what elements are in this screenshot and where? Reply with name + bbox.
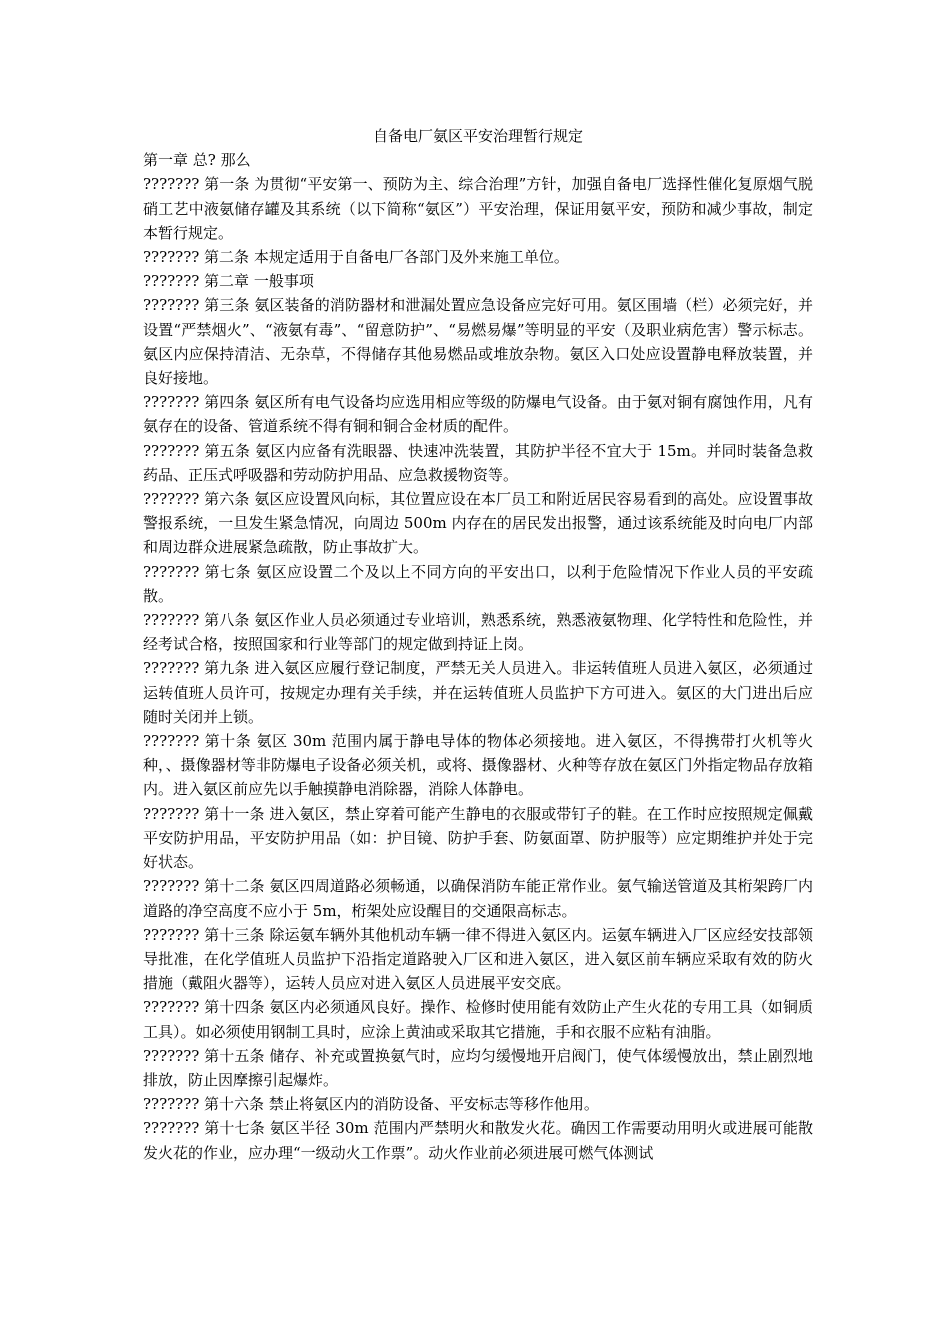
article-14: ??????? 第十四条 氨区内必须通风良好。操作、检修时使用能有效防止产生火花的专用工具（如铜质工具）。如必须使用钢制工具时，应涂上黄油或采取其它措施，手和衣服不应粘有油脂。 xyxy=(143,998,813,1041)
article-4: ??????? 第四条 氨区所有电气设备均应选用相应等级的防爆电气设备。由于氨对铜有腐蚀作用，凡有氨存在的设备、管道系统不得有铜和铜合金材质的配件。 xyxy=(143,393,813,436)
article-9: ??????? 第九条 进入氨区应履行登记制度，严禁无关人员进入。非运转值班人员进入氨区，必须通过运转值班人员许可，按规定办理有关手续，并在运转值班人员监护下方可进入。氨区的大门进出后应随时关闭并上锁。 xyxy=(143,659,813,726)
article-1: ??????? 第一条 为贯彻“平安第一、预防为主、综合治理”方针，加强自备电厂选择性催化复原烟气脱硝工艺中液氨储存罐及其系统（以下简称“氨区”）平安治理，保证用氨平安，预防和减少事故，制定本暂行规定。 xyxy=(143,175,813,242)
article-5: ??????? 第五条 氨区内应备有洗眼器、快速冲洗装置，其防护半径不宜大于 15m。并同时装备急救药品、正压式呼吸器和劳动防护用品、应急救援物资等。 xyxy=(143,441,813,484)
article-3: ??????? 第三条 氨区装备的消防器材和泄漏处置应急设备应完好可用。氨区围墙（栏）必须完好，并设置“严禁烟火”、“液氨有毒”、“留意防护”、“易燃易爆”等明显的平安（及职业病危害）警示标志。氨区内应保持清洁、无杂草，不得储存其他易燃品或堆放杂物。氨区入口处应设置静电释放装置，并良好接地。 xyxy=(143,296,813,388)
article-11: ??????? 第十一条 进入氨区，禁止穿着可能产生静电的衣服或带钉子的鞋。在工作时应按照规定佩戴平安防护用品，平安防护用品（如：护目镜、防护手套、防氨面罩、防护服等）应定期维护并处于完好状态。 xyxy=(143,804,813,872)
article-15: ??????? 第十五条 储存、补充或置换氨气时，应均匀缓慢地开启阀门，使气体缓慢放出，禁止剧烈地排放，防止因摩擦引起爆炸。 xyxy=(143,1046,813,1089)
article-17: ??????? 第十七条 氨区半径 30m 范围内严禁明火和散发火花。确因工作需要动用明火或进展可能散发火花的作业，应办理“一级动火工作票”。动火作业前必须进展可燃气体测试 xyxy=(143,1119,813,1162)
article-8: ??????? 第八条 氨区作业人员必须通过专业培训，熟悉系统，熟悉液氨物理、化学特性和危险性，并经考试合格，按照国家和行业等部门的规定做到持证上岗。 xyxy=(143,611,813,654)
article-12: ??????? 第十二条 氨区四周道路必须畅通，以确保消防车能正常作业。氨气输送管道及其桁架跨厂内道路的净空高度不应小于 5m，桁架处应设醒目的交通限高标志。 xyxy=(143,877,813,920)
document-page xyxy=(143,124,813,1165)
article-16: ??????? 第十六条 禁止将氨区内的消防设备、平安标志等移作他用。 xyxy=(143,1095,599,1114)
article-7: ??????? 第七条 氨区应设置二个及以上不同方向的平安出口，以利于危险情况下作业人员的平安疏散。 xyxy=(143,562,813,605)
chapter-2-heading: ??????? 第二章 一般事项 xyxy=(143,272,314,291)
article-6: ??????? 第六条 氨区应设置风向标，其位置应设在本厂员工和附近居民容易看到的高处。应设置事故警报系统，一旦发生紧急情况，向周边 500m 内存在的居民发出报警，通过该系统能及时向电厂内部和周边群众进展紧急疏散，防止事故扩大。 xyxy=(143,490,813,557)
article-13: ??????? 第十三条 除运氨车辆外其他机动车辆一律不得进入氨区内。运氨车辆进入厂区应经安技部领导批准，在化学值班人员监护下沿指定道路驶入厂区和进入氨区，进入氨区前车辆应采取有效的防火措施（戴阻火器等），运转人员应对进入氨区人员进展平安交底。 xyxy=(143,925,813,993)
article-2: ??????? 第二条 本规定适用于自备电厂各部门及外来施工单位。 xyxy=(143,248,569,267)
document-title: 自备电厂氨区平安治理暂行规定 xyxy=(372,127,583,145)
chapter-1-heading: 第一章 总? 那么 xyxy=(143,151,251,170)
article-10: ??????? 第十条 氨区 30m 范围内属于静电导体的物体必须接地。进入氨区，不得携带打火机等火种，、摄像器材等非防爆电子设备必须关机，或将、摄像器材、火种等存放在氨区门外指定物品存放箱内。进入氨区前应先以手触摸静电消除器，消除人体静电。 xyxy=(143,732,813,799)
